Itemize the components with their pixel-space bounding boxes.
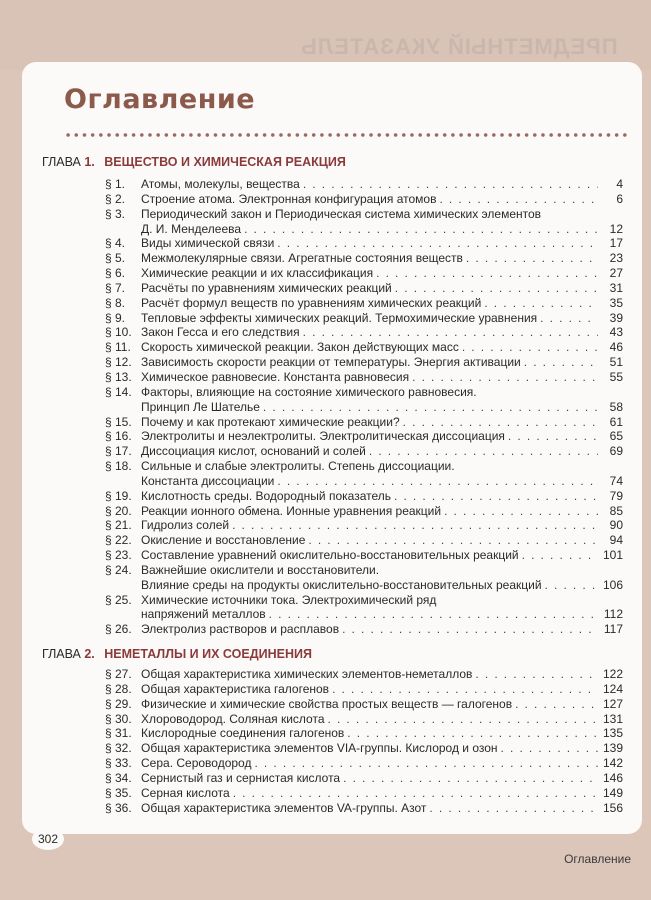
page-ref: 85	[609, 503, 623, 518]
chapter-2-entries	[105, 667, 623, 815]
page-ref: 17	[609, 236, 623, 251]
dot-leader	[254, 756, 598, 771]
toc-entry[interactable]	[105, 801, 623, 816]
chapter-1-entries	[105, 177, 623, 637]
section-number: § 16.	[105, 429, 132, 444]
page-ref: 122	[602, 667, 623, 681]
toc-entry[interactable]	[105, 459, 623, 474]
toc-entry[interactable]	[105, 578, 623, 593]
section-number: § 28.	[105, 681, 132, 696]
section-title: Межмолекулярные связи. Агрегатные состояния веществ	[141, 251, 463, 266]
page-ref: 74	[609, 473, 623, 488]
section-title: Окисление и восстановление	[141, 533, 306, 548]
dot-leader	[303, 177, 598, 192]
section-title: Гидролиз солей	[141, 518, 230, 533]
toc-entry[interactable]	[105, 756, 623, 771]
page-ref: 12	[609, 221, 623, 236]
toc-entry[interactable]	[105, 771, 623, 786]
dot-leader	[524, 355, 598, 370]
page-ref: 4	[616, 177, 623, 191]
dot-leader	[369, 444, 598, 459]
section-number: § 2.	[105, 191, 126, 206]
section-title: Периодический закон и Периодическая система химических элементов	[141, 206, 542, 221]
toc-entry[interactable]	[105, 281, 623, 296]
dotted-divider	[64, 132, 629, 138]
dot-leader	[244, 222, 598, 237]
section-title: Сильные и слабые электролиты. Степень диссоциации.	[141, 459, 455, 474]
page-ref: 46	[609, 340, 623, 355]
toc-entry[interactable]	[105, 489, 623, 504]
page-ref: 61	[609, 414, 623, 429]
dot-leader	[466, 251, 598, 266]
toc-entry[interactable]	[105, 607, 623, 622]
toc-entry[interactable]	[105, 192, 623, 207]
toc-entry[interactable]	[105, 385, 623, 400]
section-number: § 29.	[105, 696, 132, 711]
toc-entry[interactable]	[105, 726, 623, 741]
page-ref: 6	[616, 191, 623, 206]
section-title: Сернистый газ и сернистая кислота	[141, 770, 341, 785]
section-title: Скорость химической реакции. Закон действующих масс	[141, 340, 459, 355]
section-title: Общая характеристика элементов VA-группы. Азот	[141, 800, 427, 815]
page-number: 302	[32, 828, 64, 850]
toc-entry[interactable]	[105, 236, 623, 251]
page-ref: 35	[609, 295, 623, 310]
section-title: Расчёт формул веществ по уравнениям химических реакций	[141, 295, 482, 310]
chapter-title: ВЕЩЕСТВО И ХИМИЧЕСКАЯ РЕАКЦИЯ	[104, 155, 346, 169]
page-ref: 131	[602, 711, 623, 726]
section-title: Общая характеристика химических элементов-неметаллов	[141, 667, 473, 681]
dot-leader	[277, 474, 598, 489]
page-ref: 101	[602, 548, 623, 563]
section-title: Хлороводород. Соляная кислота	[141, 711, 325, 726]
dot-leader	[343, 771, 598, 786]
chapter-heading-2	[42, 647, 312, 661]
page-ref: 31	[609, 280, 623, 295]
section-number	[105, 474, 141, 489]
dot-leader	[545, 578, 598, 593]
section-number: § 13.	[105, 369, 132, 384]
page-ref: 117	[603, 622, 623, 637]
toc-entry[interactable]	[105, 474, 623, 489]
section-number: § 26.	[105, 622, 132, 637]
section-number	[105, 607, 141, 622]
page-ref: 39	[609, 310, 623, 325]
dot-leader	[475, 667, 598, 682]
toc-entry[interactable]	[105, 682, 623, 697]
section-title: Диссоциация кислот, оснований и солей	[141, 444, 366, 459]
section-number: § 36.	[105, 800, 132, 815]
section-number: § 14.	[105, 384, 132, 399]
page-ref: 43	[609, 325, 623, 340]
toc-entry[interactable]	[105, 667, 623, 682]
section-number	[105, 222, 141, 237]
running-footer: Оглавление	[564, 852, 631, 866]
section-number: § 30.	[105, 711, 132, 726]
dot-leader	[277, 236, 598, 251]
toc-entry[interactable]	[105, 741, 623, 756]
chapter-number: 2.	[84, 647, 95, 661]
section-title: Кислотность среды. Водородный показатель	[141, 488, 391, 503]
dot-leader	[439, 192, 598, 207]
page-ref: 27	[609, 266, 623, 281]
page-ref: 55	[609, 369, 623, 384]
page-ref: 139	[602, 741, 623, 756]
section-title: Д. И. Менделеева	[141, 221, 242, 236]
chapter-title: НЕМЕТАЛЛЫ И ИХ СОЕДИНЕНИЯ	[104, 647, 312, 661]
page-ref: 135	[602, 726, 623, 741]
section-number: § 27.	[105, 667, 132, 681]
page-ref: 127	[602, 696, 623, 711]
toc-entry[interactable]	[105, 207, 623, 222]
section-number: § 21.	[105, 518, 132, 533]
section-title: Константа диссоциации	[141, 473, 275, 488]
section-title: Влияние среды на продукты окислительно-восстановительных реакций	[141, 577, 542, 592]
toc-entry[interactable]	[105, 504, 623, 519]
page-ref: 146	[602, 770, 623, 785]
section-number: § 8.	[105, 295, 126, 310]
section-number: § 18.	[105, 459, 132, 474]
section-number: § 35.	[105, 785, 132, 800]
section-title: Сера. Сероводород	[141, 756, 252, 771]
dot-leader	[403, 415, 598, 430]
dot-leader	[484, 296, 598, 311]
page-ref: 156	[602, 800, 623, 815]
section-title: Химические реакции и их классификация	[141, 266, 374, 281]
page-ref: 51	[609, 355, 623, 370]
section-number: § 19.	[105, 488, 132, 503]
section-number: § 34.	[105, 770, 132, 785]
section-number: § 22.	[105, 533, 132, 548]
section-title: Тепловые эффекты химических реакций. Термохимические уравнения	[141, 310, 538, 325]
toc-entry[interactable]	[105, 222, 623, 237]
dot-leader	[462, 340, 598, 355]
toc-entry[interactable]	[105, 296, 623, 311]
section-number: § 3.	[105, 206, 126, 221]
section-number: § 31.	[105, 726, 132, 741]
dot-leader	[263, 400, 598, 415]
section-number: § 9.	[105, 310, 126, 325]
dot-leader	[332, 682, 598, 697]
dot-leader	[444, 504, 598, 519]
section-title: Общая характеристика элементов VIA-группы. Кислород и озон	[141, 741, 498, 756]
section-title: Расчёты по уравнениям химических реакций	[141, 280, 392, 295]
page-ref: 69	[609, 444, 623, 459]
section-title: Химическое равновесие. Константа равновесия	[141, 369, 410, 384]
section-number: § 23.	[105, 548, 132, 563]
section-number: § 17.	[105, 444, 132, 459]
toc-entry[interactable]	[105, 622, 623, 637]
section-title: Зависимость скорости реакции от температуры. Энергия активации	[141, 355, 521, 370]
page-ref: 149	[602, 785, 623, 800]
page-ref: 124	[602, 681, 623, 696]
toc-entry[interactable]	[105, 400, 623, 415]
section-number: § 10.	[105, 325, 132, 340]
dot-leader	[522, 548, 598, 563]
section-title: Факторы, влияющие на состояние химического равновесия.	[141, 384, 477, 399]
dot-leader	[395, 281, 598, 296]
dot-leader	[412, 370, 598, 385]
toc-entry[interactable]	[105, 415, 623, 430]
section-title: Кислородные соединения галогенов	[141, 726, 345, 741]
section-number: § 24.	[105, 562, 132, 577]
section-title: Составление уравнений окислительно-восстановительных реакций	[141, 548, 519, 563]
toc-entry[interactable]	[105, 311, 623, 326]
section-number: § 32.	[105, 741, 132, 756]
toc-entry[interactable]	[105, 712, 623, 727]
section-number: § 4.	[105, 236, 126, 251]
toc-entry[interactable]	[105, 266, 623, 281]
page-ref: 58	[609, 399, 623, 414]
section-title: Виды химической связи	[141, 236, 275, 251]
chapter-label: ГЛАВА	[42, 647, 81, 661]
section-title: Закон Гесса и его следствия	[141, 325, 300, 340]
section-title: Важнейшие окислители и восстановители.	[141, 562, 380, 577]
section-number	[105, 400, 141, 415]
dot-leader	[429, 801, 598, 816]
section-number: § 1.	[105, 177, 126, 191]
page-ref: 142	[602, 756, 623, 771]
page-ref: 23	[609, 251, 623, 266]
toc-entry[interactable]	[105, 786, 623, 801]
toc-entry[interactable]	[105, 548, 623, 563]
section-title: Принцип Ле Шателье	[141, 399, 260, 414]
dot-leader	[515, 697, 598, 712]
dot-leader	[540, 311, 598, 326]
section-title: Почему и как протекают химические реакции?	[141, 414, 400, 429]
section-title: Электролиты и неэлектролиты. Электролитическая диссоциация	[141, 429, 505, 444]
dot-leader	[376, 266, 598, 281]
dot-leader	[347, 726, 598, 741]
dot-leader	[232, 518, 598, 533]
toc-entry[interactable]	[105, 177, 623, 192]
toc-entry[interactable]	[105, 340, 623, 355]
toc-entry[interactable]	[105, 593, 623, 608]
dot-leader	[328, 712, 599, 727]
page-ref: 90	[609, 518, 623, 533]
toc-entry[interactable]	[105, 518, 623, 533]
dot-leader	[308, 533, 598, 548]
page-ref: 106	[602, 577, 623, 592]
dot-leader	[269, 607, 598, 622]
chapter-label: ГЛАВА	[42, 155, 81, 169]
toc-entry[interactable]	[105, 444, 623, 459]
show-through-heading: ПРЕДМЕТНЫЙ УКАЗАТЕЛЬ	[300, 34, 618, 59]
section-title: Электролиз растворов и расплавов	[141, 622, 340, 637]
section-title: Атомы, молекулы, вещества	[141, 177, 300, 191]
toc-entry[interactable]	[105, 563, 623, 578]
section-title: напряжений металлов	[141, 607, 266, 622]
toc-entry[interactable]	[105, 251, 623, 266]
decorative-header-band	[0, 0, 651, 70]
dot-leader	[508, 429, 598, 444]
section-number: § 20.	[105, 503, 132, 518]
page-ref: 94	[609, 533, 623, 548]
toc-entry[interactable]	[105, 533, 623, 548]
page-title: Оглавление	[64, 84, 256, 115]
section-number: § 15.	[105, 414, 132, 429]
section-number: § 7.	[105, 280, 126, 295]
section-number: § 6.	[105, 266, 126, 281]
section-number: § 25.	[105, 592, 132, 607]
dot-leader	[342, 622, 598, 637]
dot-leader	[394, 489, 598, 504]
dot-leader	[501, 741, 598, 756]
toc-entry[interactable]	[105, 429, 623, 444]
section-title: Реакции ионного обмена. Ионные уравнения реакций	[141, 503, 442, 518]
dot-leader	[303, 325, 598, 340]
section-title: Строение атома. Электронная конфигурация атомов	[141, 191, 437, 206]
toc-entry[interactable]	[105, 697, 623, 712]
dot-leader	[233, 786, 598, 801]
chapter-heading-1	[42, 155, 346, 169]
toc-entry[interactable]	[105, 325, 623, 340]
page-ref: 65	[609, 429, 623, 444]
toc-entry[interactable]	[105, 370, 623, 385]
section-number	[105, 578, 141, 593]
section-title: Серная кислота	[141, 785, 230, 800]
section-number: § 33.	[105, 756, 132, 771]
toc-entry[interactable]	[105, 355, 623, 370]
section-number: § 12.	[105, 355, 132, 370]
section-number: § 11.	[105, 340, 131, 355]
section-title: Химические источники тока. Электрохимический ряд	[141, 592, 437, 607]
chapter-number: 1.	[84, 155, 95, 169]
page-ref: 112	[603, 607, 623, 622]
section-title: Общая характеристика галогенов	[141, 681, 330, 696]
section-number: § 5.	[105, 251, 126, 266]
page-ref: 79	[609, 488, 623, 503]
section-title: Физические и химические свойства простых веществ — галогенов	[141, 696, 513, 711]
